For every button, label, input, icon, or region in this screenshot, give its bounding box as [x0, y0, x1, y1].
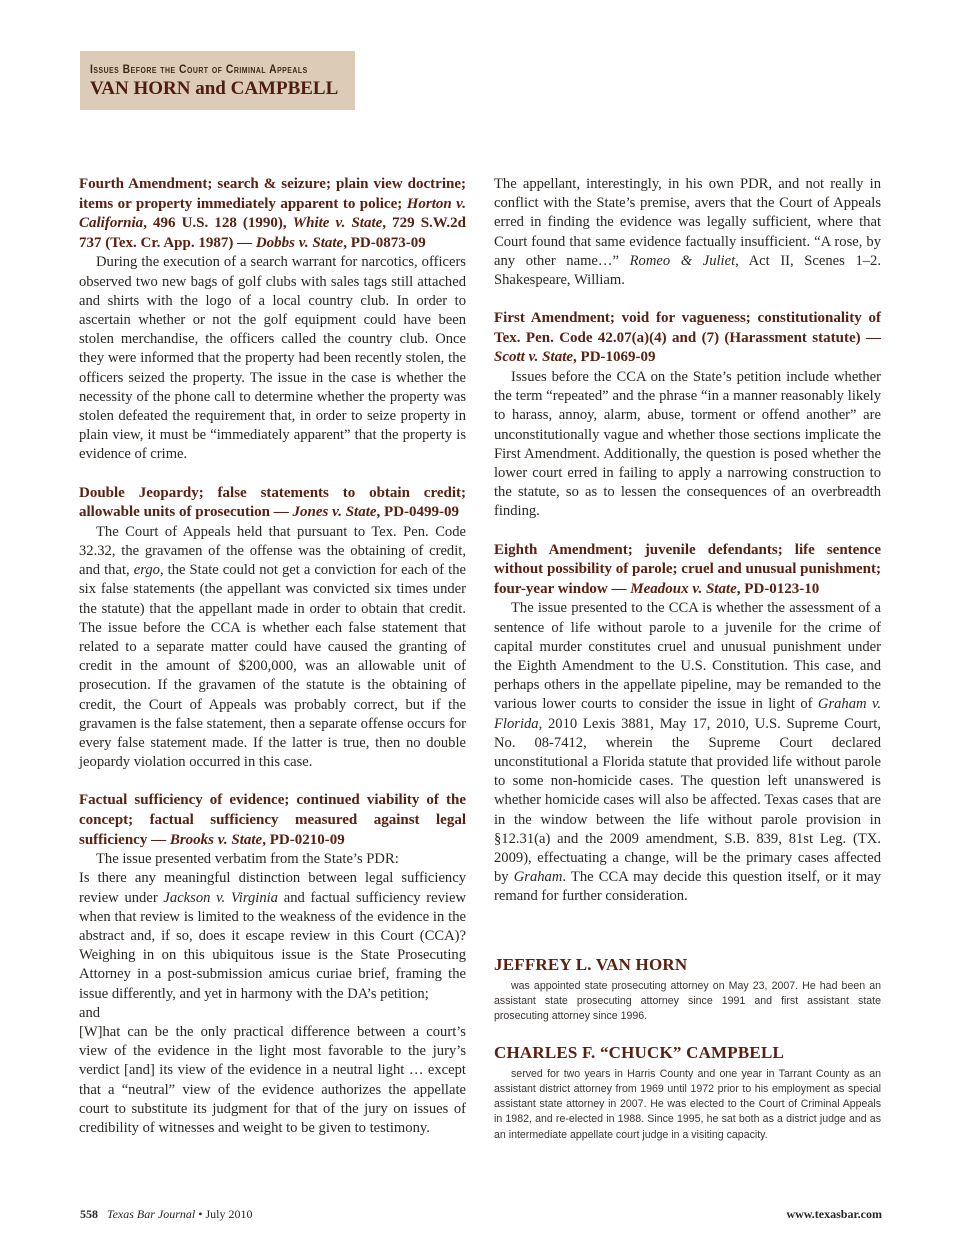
heading-text: , PD-0210-09 — [262, 831, 345, 848]
case-name: Horton v. California — [79, 195, 466, 232]
section-heading — [494, 541, 881, 600]
author-bio-text: was appointed state prosecuting attorney on May 23, 2007. He had been an assistant state prosecuting attorney since 1991 and first assistant state prosecuting attorney since 1996. — [494, 979, 881, 1023]
italic-term: ergo — [133, 562, 160, 579]
footer-left — [80, 1207, 252, 1222]
block-quote — [79, 869, 466, 1003]
left-column — [79, 175, 466, 1138]
body-text: . The CCA may decide this question itself, or it may remand for further consideration. — [494, 869, 881, 905]
website-url[interactable]: www.texasbar.com — [786, 1207, 882, 1221]
body-paragraph — [79, 523, 466, 773]
heading-text: , 496 U.S. 128 (1990), — [143, 215, 293, 232]
section-heading — [79, 484, 466, 523]
conjunction: and — [79, 1004, 101, 1021]
right-column — [494, 175, 881, 1143]
banner-title: VAN HORN and CAMPBELL — [90, 78, 339, 99]
case-name: White v. State — [292, 215, 383, 232]
author-name: CHARLES F. “CHUCK” CAMPBELL — [494, 1042, 785, 1062]
section-fourth-amendment — [79, 175, 466, 465]
page-number: 558 — [80, 1207, 98, 1221]
case-name: Meadoux v. State — [630, 580, 737, 597]
heading-text: Factual sufficiency of evidence; continued viability of the concept; factual sufficiency measured against legal sufficiency — — [79, 792, 466, 848]
heading-text: Double Jeopardy; false statements to obtain credit; allowable units of prosecution — — [79, 484, 466, 521]
journal-name: Texas Bar Journal — [107, 1207, 196, 1221]
section-banner — [80, 51, 355, 110]
heading-text: Fourth Amendment; search & seizure; plain view doctrine; items or property immediately apparent to police; — [79, 176, 466, 212]
section-first-amendment — [494, 309, 881, 521]
body-paragraph: Issues before the CCA on the State’s petition include whether the term “repeated” and the phrase “in a manner reasonably likely to harass, annoy, alarm, abuse, torment or offend another” are unconstitutionally vague and whether those sections implicate the First Amendment. Additionally, the question is posed whether the lower court erred in failing to apply a narrowing construction to the statute, so as to lessen the consequences of an overbreadth finding. — [494, 369, 881, 520]
work-title: Romeo & Juliet — [629, 252, 736, 269]
footer-separator: • — [198, 1207, 203, 1221]
section-heading — [79, 791, 466, 850]
body-text: , Act II, Scenes 1–2. Shakespeare, William. — [494, 252, 881, 289]
section-heading — [494, 309, 881, 368]
issue-date: July 2010 — [205, 1207, 253, 1221]
case-name: Graham — [513, 869, 563, 886]
section-double-jeopardy — [79, 484, 466, 773]
body-text: The Court of Appeals held that pursuant to Tex. Pen. Code 32.32, the gravamen of the offense was the obtaining of credit, and that, — [79, 523, 466, 579]
heading-text: , PD-0123-10 — [736, 580, 820, 597]
section-factual-sufficiency — [79, 791, 466, 1138]
case-name: Scott v. State — [494, 349, 574, 366]
author-bio-van-horn — [494, 955, 881, 1025]
body-text: , 2010 Lexis 3881, May 17, 2010, U.S. Supreme Court, No. 08-7412, wherein the Supreme Court declared unconstitutional a Florida statute that provided life without parole to some non-homicide cases. The question left unanswered is whether homicide cases will also be affected. Texas cases that are in the window between the life without parole provision in §12.31(a) and the 2009 amendment, S.B. 839, 81st Leg. (TX. 2009), effectuating a change, will be the primary cases affected by — [494, 715, 881, 886]
case-name: Brooks v. State — [169, 831, 263, 848]
quote-text: Is there any meaningful distinction between legal sufficiency review under — [79, 870, 466, 906]
case-name: Dobbs v. State — [255, 234, 344, 251]
continued-paragraph — [494, 175, 881, 290]
case-name: Jackson v. Virginia — [163, 889, 278, 906]
author-bio-text: served for two years in Harris County and one year in Tarrant County as an assistant district attorney from 1969 until 1972 prior to his employment as special assistant state attorney in 2007. He was elected to the Court of Criminal Appeals in 1982, and re-elected in 1988. Since 1995, he sat both as a district judge and as an intermediate appellate court judge in a visiting capacity. — [494, 1067, 881, 1141]
heading-text: , PD-0499-09 — [376, 504, 460, 521]
heading-text: , PD-0873-09 — [343, 234, 426, 251]
quote-text: and factual sufficiency review when that review is limited to the weakness of the evidence in the abstract and, if so, does it escape review in this Court (CCA)? Weighing in on this ubiquitous issue is the State Prosecuting Attorney in a post-submission amicus curiae brief, framing the issue differently, and yet in harmony with the DA’s petition; — [79, 889, 466, 1002]
author-name: JEFFREY L. VAN HORN — [494, 954, 688, 974]
body-text: The appellant, interestingly, in his own PDR, and not really in conflict with the State’s premise, avers that the Court of Appeals erred in finding the evidence was legally sufficient, where that Court found that same evidence factually insufficient. “A rose, by any other name…” — [494, 176, 881, 269]
body-paragraph: The issue presented verbatim from the State’s PDR: — [96, 851, 399, 868]
heading-text: , PD-1069-09 — [573, 349, 656, 366]
body-paragraph: During the execution of a search warrant for narcotics, officers observed two new bags of golf clubs with sales tags still attached and shirts with the logo of a local country club. In order to ascertain whether or not the golf equipment could have been stolen merchandise, the officers called the country club. Once they were informed that the property had been recently stolen, the officers seized the property. The issue in the case is whether the necessity of the phone call to determine whether the property was stolen defeated the requirement that, in order to seize property in plain view, it must be “immediately apparent” that the property is evidence of crime. — [79, 254, 466, 463]
body-text: The issue presented to the CCA is whether the assessment of a sentence of life without parole to a juvenile for the crime of capital murder constitutes cruel and unusual punishment under the Eighth Amendment to the U.S. Constitution. This case, and perhaps others in the appellate pipeline, may be remanded to the various lower courts to consider the issue in light of — [494, 600, 881, 713]
body-paragraph — [494, 599, 881, 906]
banner-kicker: Issues Before the Court of Criminal Appeals — [90, 62, 308, 76]
heading-text: , 729 S.W.2d 737 (Tex. Cr. App. 1987) — — [79, 215, 467, 251]
block-quote: [W]hat can be the only practical difference between a court’s view of the evidence in the light most favorable to the jury’s verdict [and] its view of the evidence in a neutral light … except that a “neutral” view of the evidence authorizes the appellate court to substitute its judgment for that of the jury on issues of credibility of witnesses and weight to be given to testimony. — [79, 1024, 466, 1137]
heading-text: First Amendment; void for vagueness; constitutionality of Tex. Pen. Code 42.07(a)(4) and (7) (Harassment statute) — — [494, 310, 881, 346]
heading-text: Eighth Amendment; juvenile defendants; life sentence without possibility of parole; cruel and unusual punishment; four-year window — — [494, 541, 881, 597]
author-bio-campbell — [494, 1043, 881, 1143]
section-eighth-amendment — [494, 541, 881, 907]
page-footer — [80, 1207, 882, 1225]
case-name: Graham v. Florida — [494, 696, 881, 732]
section-heading — [79, 175, 466, 253]
body-text: , the State could not get a conviction for each of the six false statements (the appellant was convicted six times under the statute) that the appellant made in order to obtain that credit. The issue before the CCA is whether each false statement that related to a separate matter could have caused the granting of credit in the amount of $200,000, was an allowable unit of prosecution. If the gravamen of the statute is the obtaining of credit, the Court of Appeals was probably correct, but if the gravamen is the false statement, then a separate offense occurs for every false statement made. If the latter is true, then no double jeopardy violation occurred in this case. — [79, 562, 466, 771]
case-name: Jones v. State — [292, 504, 377, 521]
